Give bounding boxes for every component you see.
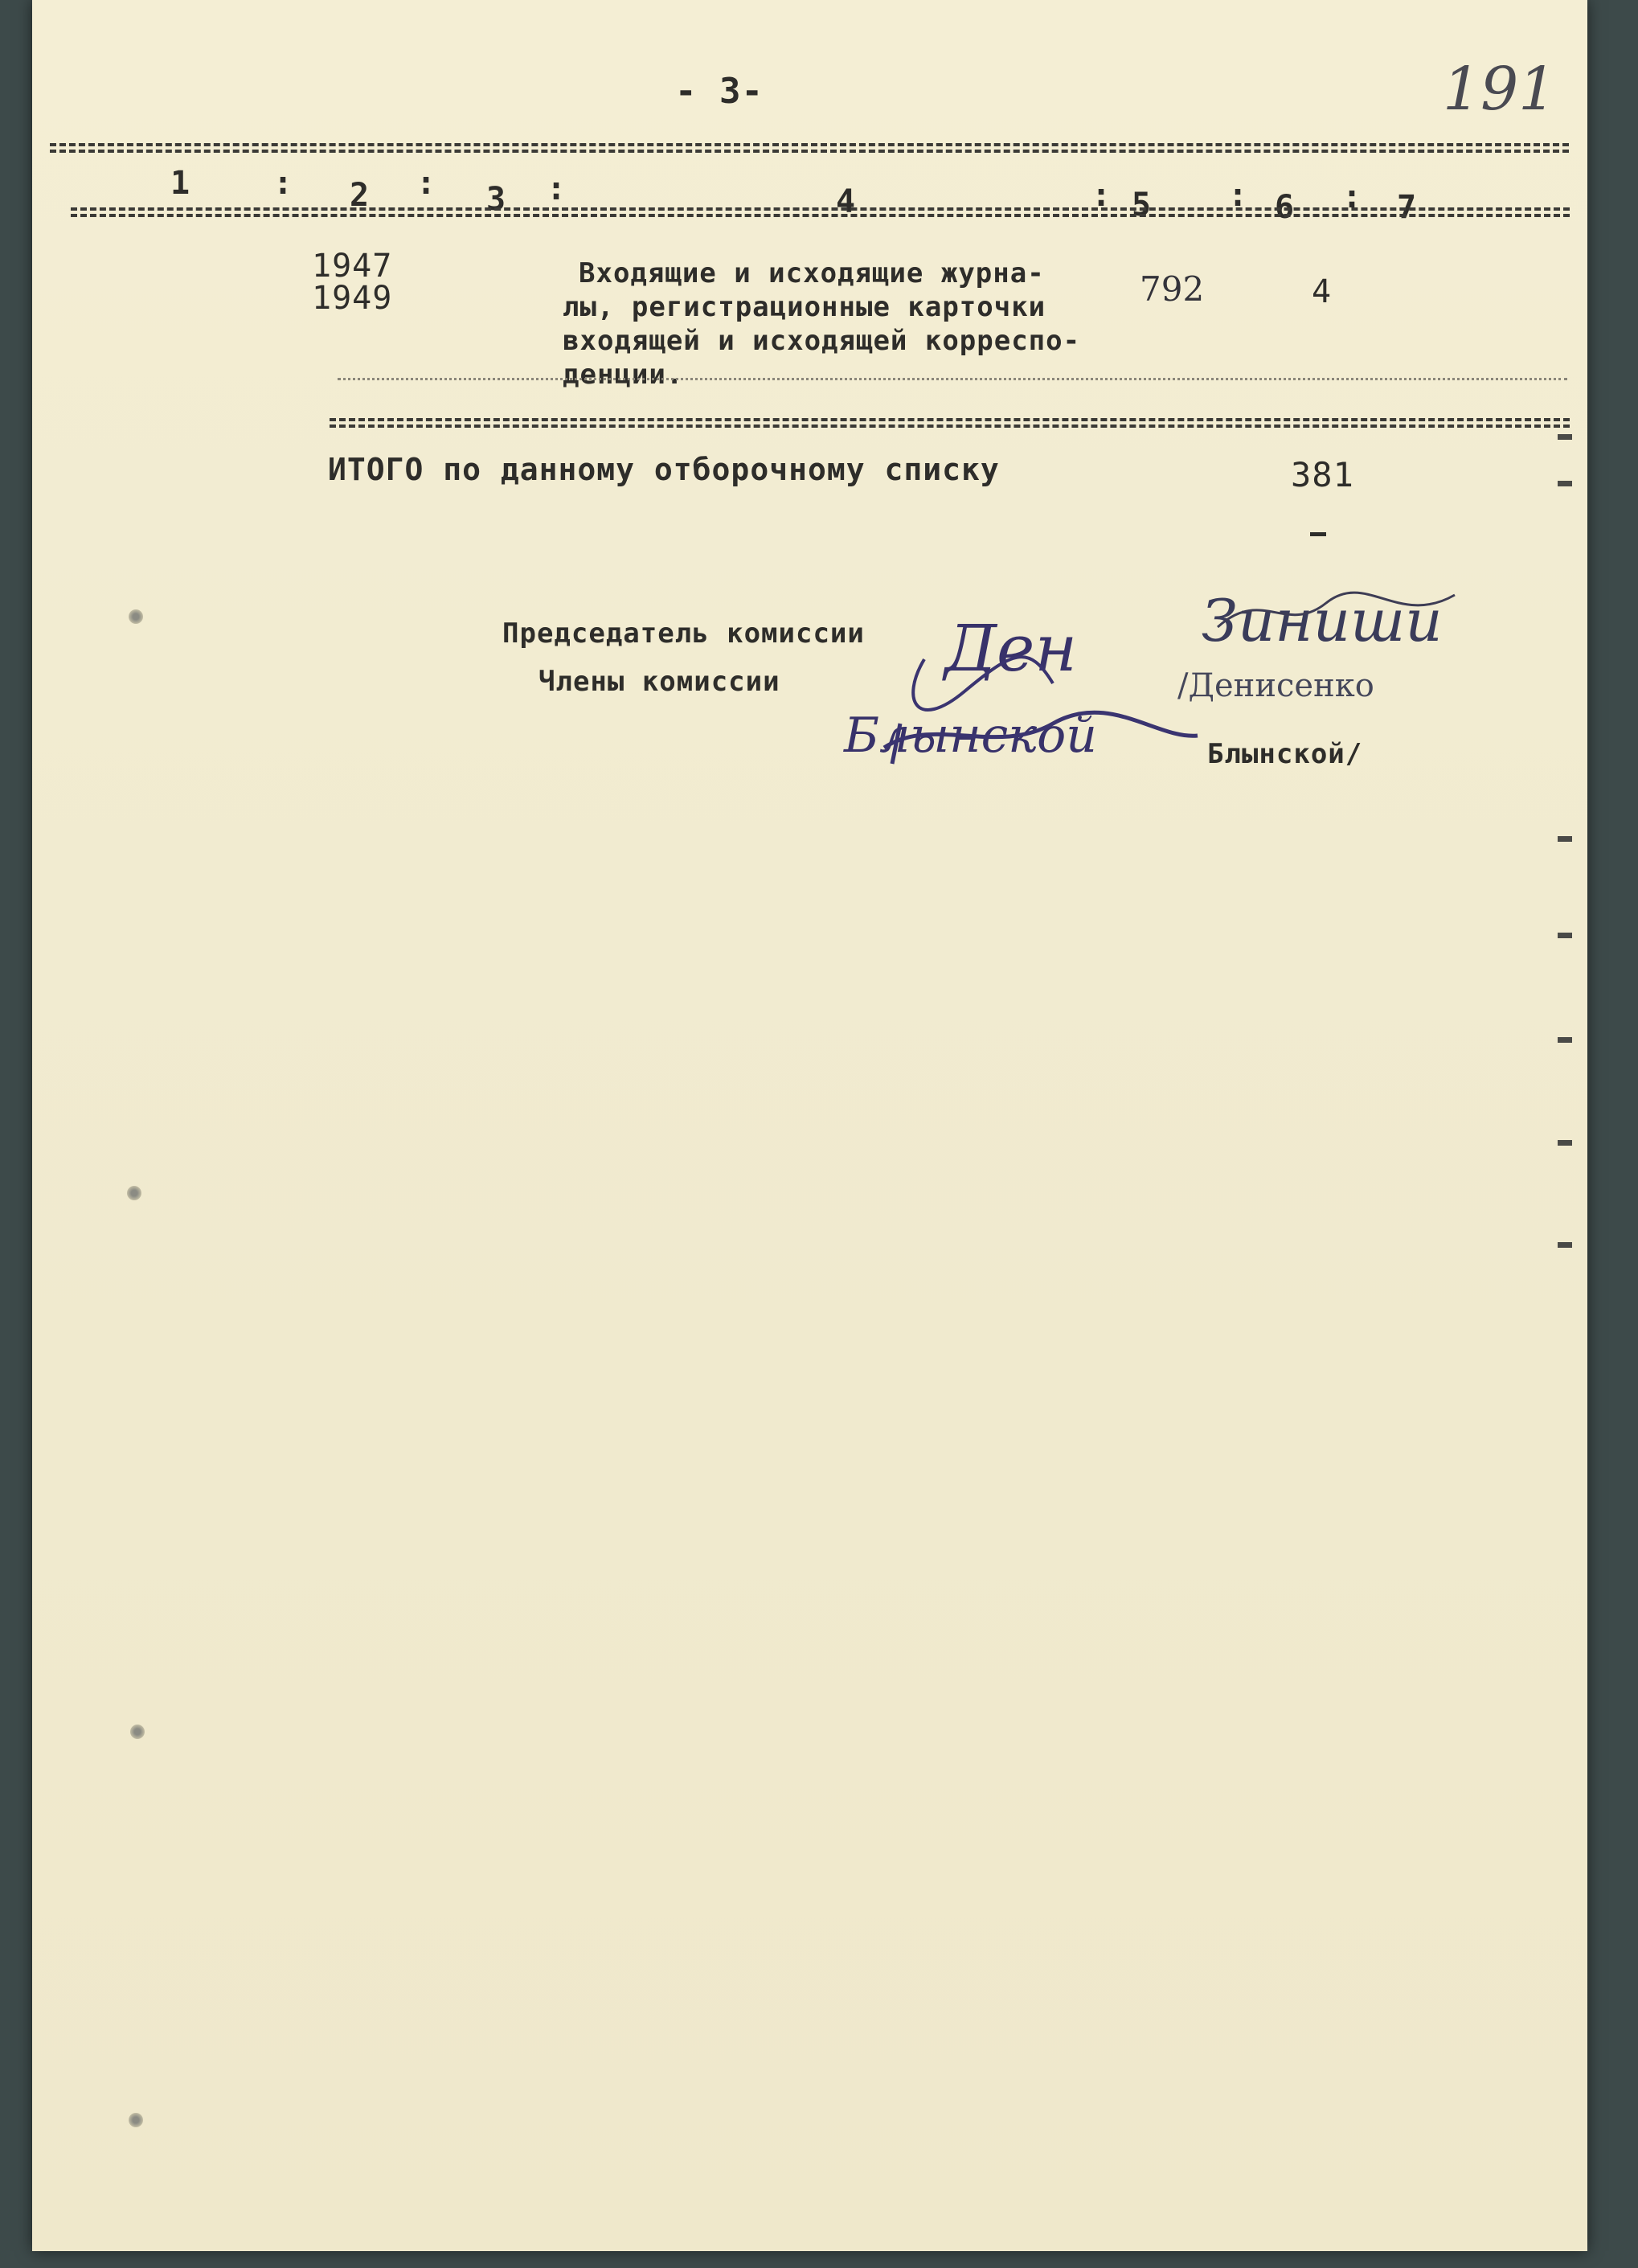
column-number-4: 4 xyxy=(836,183,856,220)
row-dotted-separator xyxy=(338,378,1567,380)
total-label: ИТОГО по данному отборочному списку xyxy=(328,452,1000,487)
signature-flourish xyxy=(868,595,1206,780)
edge-mark xyxy=(1558,1037,1572,1043)
column-number-6: 6 xyxy=(1275,189,1295,226)
column-separator: : xyxy=(1228,177,1248,214)
column-number-1: 1 xyxy=(170,165,190,202)
edge-mark xyxy=(1558,481,1572,486)
edge-mark xyxy=(1558,933,1572,938)
member1-signature: Ден xyxy=(944,611,1078,686)
column-separator: : xyxy=(547,170,567,207)
member2-name: Блынской/ xyxy=(1207,738,1363,770)
column-separator: : xyxy=(416,165,436,202)
column-number-2: 2 xyxy=(350,177,370,214)
total-value: 381 xyxy=(1291,455,1354,494)
column-number-3: 3 xyxy=(486,181,506,218)
row-description-line-4: денции. xyxy=(563,359,684,391)
row-description-line-2: лы, регистрационные карточки xyxy=(563,291,1046,323)
row-column5-value: 792 xyxy=(1140,269,1205,309)
table-header-rule-top xyxy=(50,143,1569,153)
chairman-signature: Зиниши xyxy=(1202,587,1443,654)
column-number-7: 7 xyxy=(1397,189,1417,226)
document-sheet xyxy=(32,0,1587,2251)
total-underline xyxy=(1310,532,1326,536)
totals-rule xyxy=(330,418,1570,428)
edge-mark xyxy=(1558,836,1572,842)
column-separator: : xyxy=(1091,177,1112,214)
signature-flourish xyxy=(1214,579,1479,643)
row-description-line-3: входящей и исходящей корреспо- xyxy=(563,325,1081,357)
members-label: Члены комиссии xyxy=(538,666,780,698)
punch-hole xyxy=(129,2113,143,2127)
chairman-label: Председатель комиссии xyxy=(502,617,865,650)
column-separator: : xyxy=(273,165,293,202)
table-header-rule-bottom xyxy=(71,207,1570,217)
punch-hole xyxy=(127,1186,141,1200)
punch-hole xyxy=(129,609,143,624)
row-year-end: 1949 xyxy=(312,280,393,317)
page-number: - 3- xyxy=(675,71,764,112)
edge-mark xyxy=(1558,434,1572,440)
row-year-start: 1947 xyxy=(312,248,393,285)
member1-name: /Денисенко xyxy=(1177,667,1374,704)
column-number-5: 5 xyxy=(1132,187,1152,224)
column-separator: : xyxy=(1342,178,1362,215)
row-column6-value: 4 xyxy=(1312,273,1333,310)
row-description-line-1: Входящие и исходящие журна- xyxy=(579,257,1045,289)
punch-hole xyxy=(130,1725,145,1739)
edge-mark xyxy=(1558,1242,1572,1248)
member2-signature: Блынской xyxy=(844,707,1097,764)
edge-mark xyxy=(1558,1140,1572,1146)
archive-sheet-number: 191 xyxy=(1443,55,1557,124)
